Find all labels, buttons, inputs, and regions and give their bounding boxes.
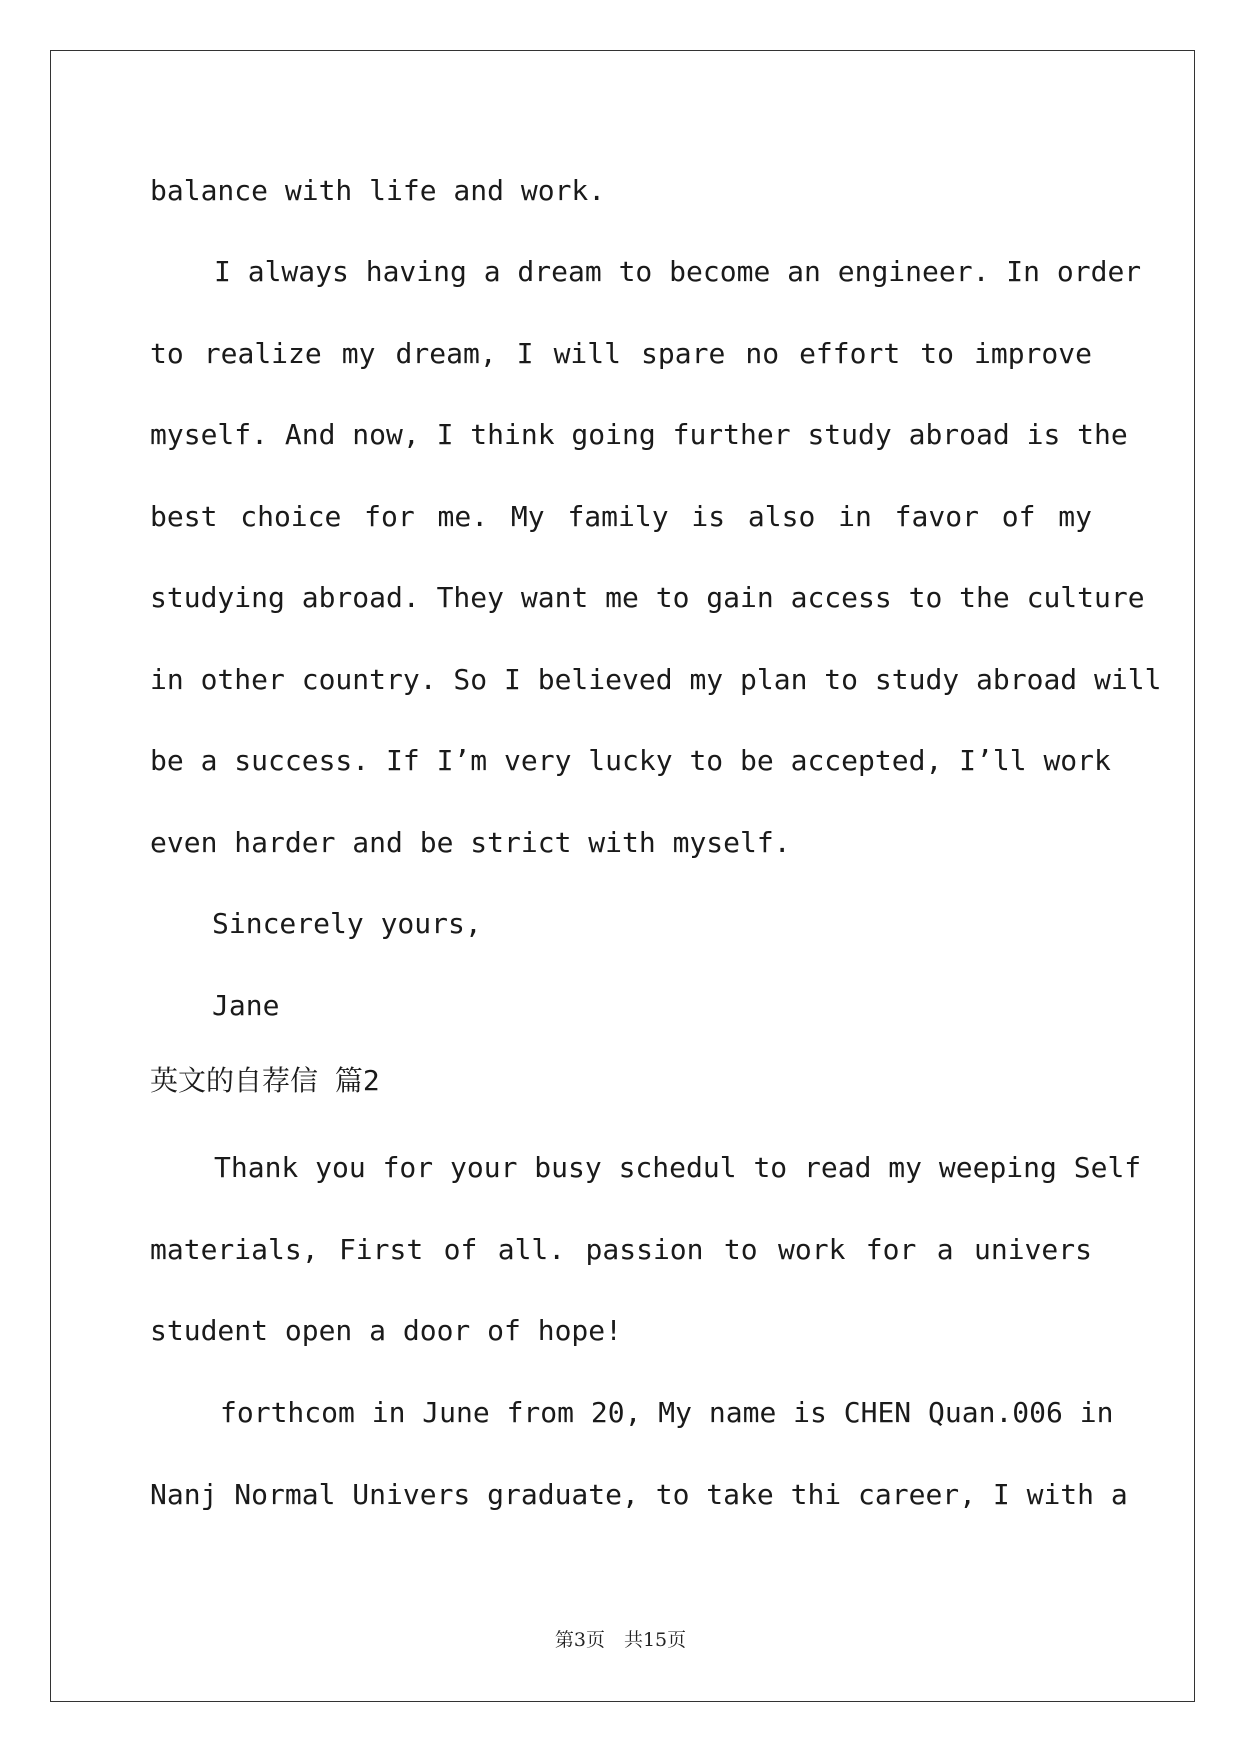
paragraph-thanks bbox=[150, 1127, 1142, 1372]
paragraph-continuation bbox=[150, 150, 1092, 232]
text-line: I always having a dream to become an engineer. In order bbox=[214, 255, 1142, 288]
letter-closing: Sincerely yours, bbox=[212, 907, 482, 940]
text-line: Thank you for your busy schedul to read my weeping Self bbox=[214, 1151, 1142, 1184]
paragraph-dream bbox=[150, 231, 1162, 883]
text-line: Nanj Normal Univers graduate, to take thi career, I with a bbox=[150, 1477, 1128, 1511]
letter-closing-block bbox=[150, 883, 1092, 1046]
page-number: 第3页 共15页 bbox=[554, 1629, 687, 1651]
text-line: be a success. If I’m very lucky to be accepted, I’ll work bbox=[150, 744, 1111, 777]
text-line: in other country. So I believed my plan to study abroad will bbox=[150, 662, 1162, 696]
section-heading: 英文的自荐信 篇2 bbox=[150, 1064, 380, 1097]
text-line: balance with life and work. bbox=[150, 174, 606, 207]
letter-signature: Jane bbox=[212, 988, 280, 1022]
text-line: myself. And now, I think going further study abroad is the bbox=[150, 418, 1128, 451]
text-line: student open a door of hope! bbox=[150, 1314, 623, 1347]
paragraph-introduction bbox=[150, 1372, 1128, 1535]
text-line: best choice for me. My family is also in favor of my bbox=[150, 499, 1092, 533]
text-line: materials, First of all. passion to work for a univers bbox=[150, 1232, 1092, 1266]
text-line: studying abroad. They want me to gain access to the culture bbox=[150, 581, 1145, 614]
text-line: to realize my dream, I will spare no effort to improve bbox=[150, 336, 1092, 370]
text-line: even harder and be strict with myself. bbox=[150, 825, 791, 859]
text-line: forthcom in June from 20, My name is CHEN Quan.006 in bbox=[220, 1396, 1114, 1429]
